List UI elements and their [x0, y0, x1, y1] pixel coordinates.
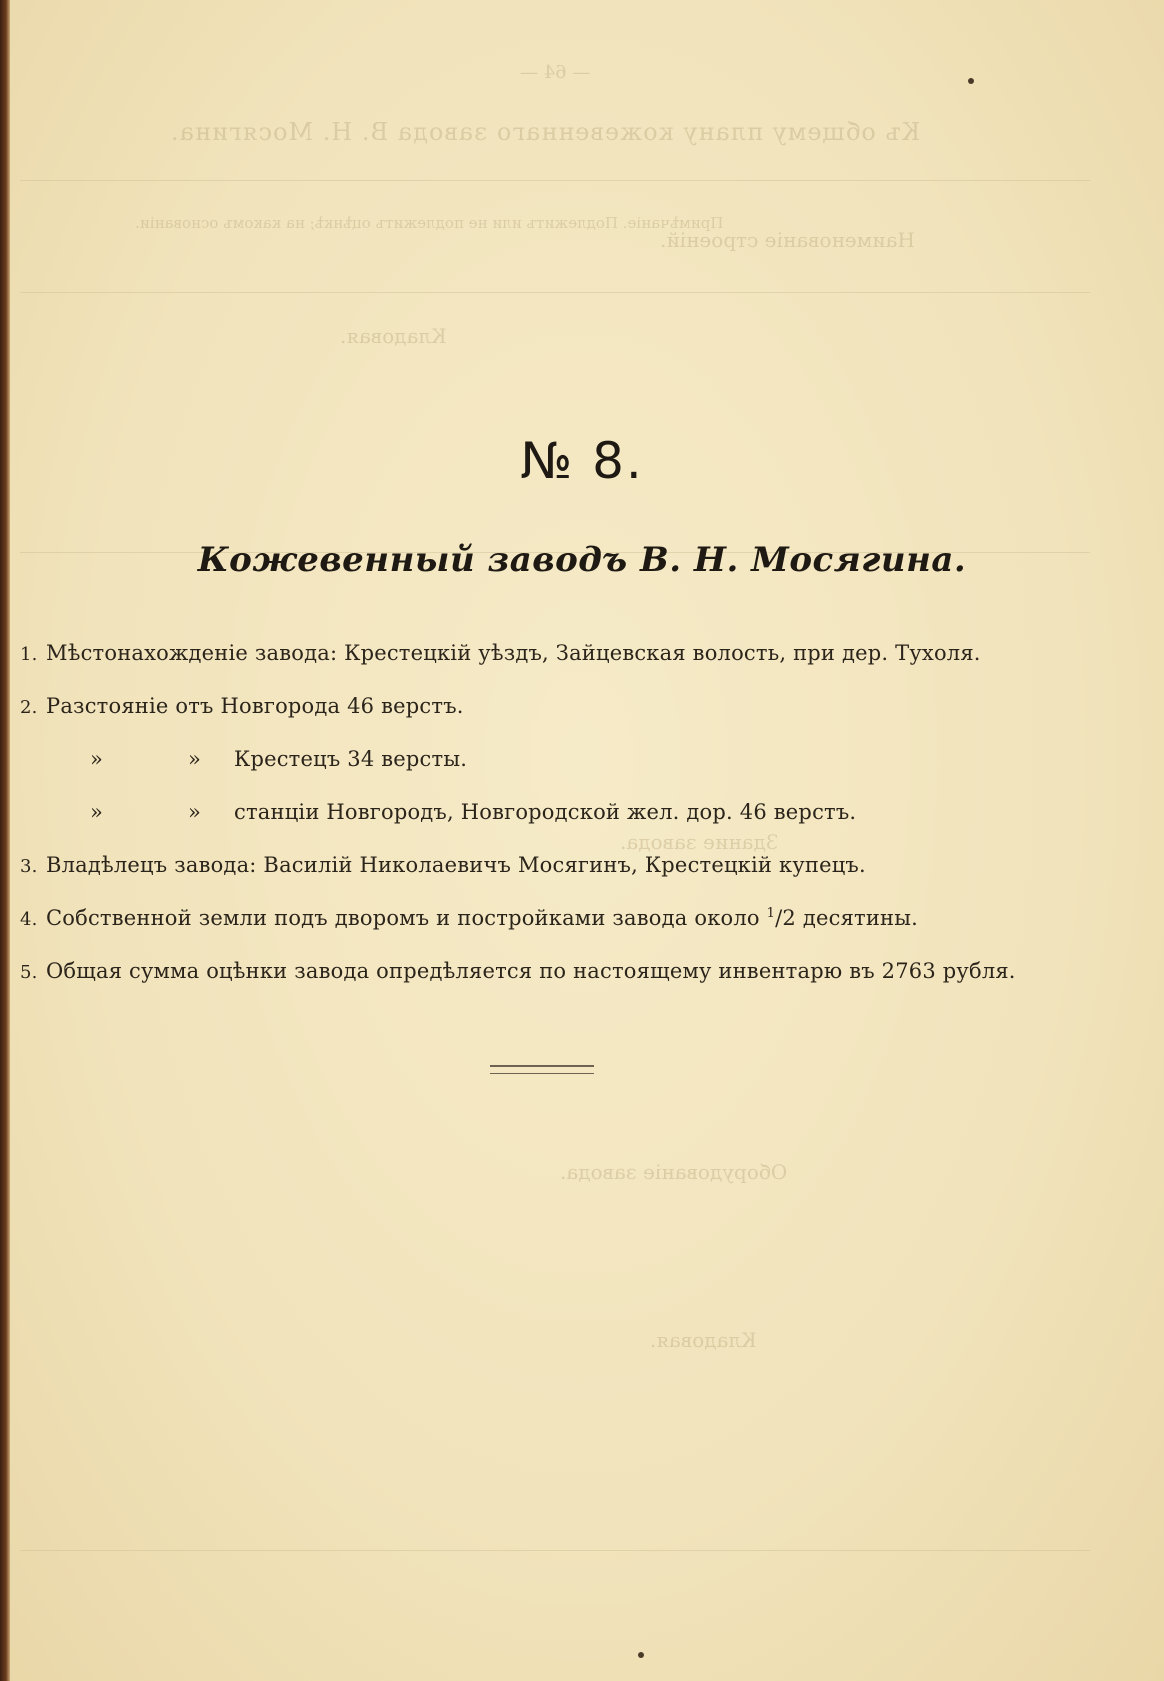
item-number: 2.: [20, 697, 38, 718]
item-text: Собственной земли подъ дворомъ и постройками завода около: [46, 906, 760, 930]
item-text: Разстояніе отъ Новгорода 46 верстъ.: [46, 694, 464, 718]
bleed-table-rule: [20, 180, 1090, 181]
bleed-section-1: Кладовая.: [340, 324, 447, 348]
fraction-rest: /2 десятины.: [775, 906, 919, 930]
item-number: 1.: [20, 644, 38, 665]
bleed-table-rule: [20, 292, 1090, 293]
document-number-heading: № 8.: [520, 432, 644, 490]
list-item: [20, 853, 866, 877]
ditto-mark: »: [90, 747, 104, 771]
list-item: [90, 747, 467, 771]
list-item: [20, 694, 464, 718]
ditto-mark: »: [90, 800, 104, 824]
item-text: Мѣстонахожденіе завода: Крестецкій уѣздъ, Зайцевская волость, при дер. Тухоля.: [46, 641, 981, 665]
ditto-mark: »: [188, 747, 202, 771]
item-text: станціи Новгородъ, Новгородской жел. дор. 46 верстъ.: [234, 800, 857, 824]
list-item: [20, 906, 918, 930]
bleed-section-2: Здание завода.: [620, 830, 779, 854]
bleed-table-rule: [20, 1550, 1090, 1551]
paper-spot: [968, 78, 974, 84]
ditto-mark: »: [188, 800, 202, 824]
bleed-section-3: Оборудованіе завода.: [560, 1160, 788, 1184]
fraction-numerator: 1: [766, 906, 776, 921]
bleed-page-number: — 64 —: [520, 62, 591, 83]
list-item: [90, 800, 856, 824]
bleed-col-header-2: Примѣчаніе. Подлежитъ или не подлежитъ оцѣнкѣ; на какомъ основаніи.: [135, 214, 724, 232]
factory-title: Кожевенный заводъ В. Н. Мосягина.: [197, 540, 967, 580]
item-text: Крестецъ 34 версты.: [234, 747, 468, 771]
item-number: 5.: [20, 962, 38, 983]
book-spine-edge: [0, 0, 10, 1681]
bleed-title: Къ общему плану кожевеннаго завода В. Н. Мосягина.: [170, 118, 921, 146]
item-number: 3.: [20, 856, 38, 877]
item-number: 4.: [20, 909, 38, 930]
section-divider: [490, 1065, 594, 1074]
bleed-col-header-1: Наименованіе строеній.: [660, 228, 915, 252]
item-text: Общая сумма оцѣнки завода опредѣляется по настоящему инвентарю въ 2763 рубля.: [46, 959, 1016, 983]
paper-spot: [638, 1652, 644, 1658]
item-text: Владѣлецъ завода: Василій Николаевичъ Мосягинъ, Крестецкій купецъ.: [46, 853, 866, 877]
list-item: [20, 641, 981, 665]
bleed-section-4: Кладовая.: [650, 1328, 757, 1352]
list-item: [20, 959, 1016, 983]
